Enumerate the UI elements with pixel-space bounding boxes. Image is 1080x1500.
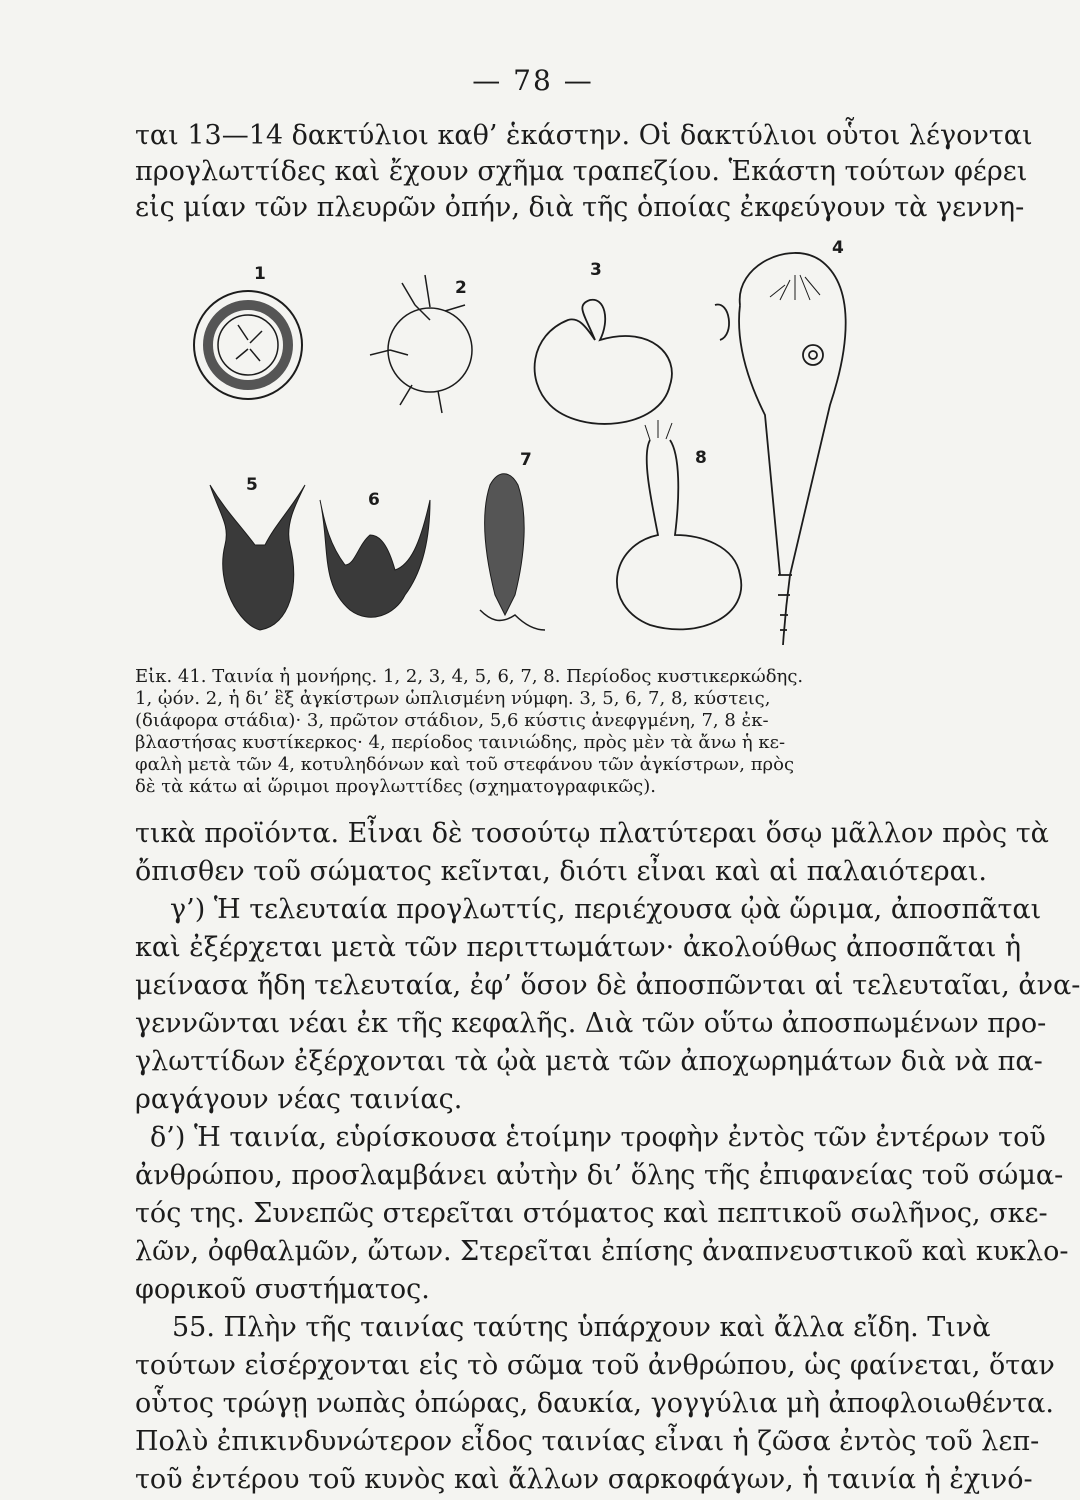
text-line: ἀνθρώπου, προσλαμβάνει αὐτὴν δι’ ὅλης τῆς ἐπιφανείας τοῦ σώμα- — [135, 1160, 1064, 1191]
figure-label-1: 1 — [254, 264, 266, 284]
text-line: τούτων εἰσέρχονται εἰς τὸ σῶμα τοῦ ἀνθρώπου, ὡς φαίνεται, ὅταν — [135, 1350, 1055, 1381]
figure-label-5: 5 — [246, 475, 258, 495]
text-line: ται 13—14 δακτύλιοι καθ’ ἑκάστην. Οἱ δακτύλιοι οὗτοι λέγονται — [135, 120, 1033, 151]
cysticercus-drawing — [480, 474, 545, 630]
text-line: τός της. Συνεπῶς στερεῖται στόματος καὶ πεπτικοῦ σωλῆνος, σκε- — [135, 1198, 1048, 1229]
text-line: φορικοῦ συστήματος. — [135, 1274, 430, 1305]
caption-line: 1, ᾠόν. 2, ἡ δι’ ἓξ ἀγκίστρων ὡπλισμένη νύμφη. 3, 5, 6, 7, 8, κύστεις, — [135, 688, 771, 709]
text-line: εἰς μίαν τῶν πλευρῶν ὀπήν, διὰ τῆς ὁποίας ἐκφεύγουν τὰ γεννη- — [135, 192, 1025, 223]
page-number: — 78 — — [472, 64, 594, 97]
text-line: 55. Πλὴν τῆς ταινίας ταύτης ὑπάρχουν καὶ ἄλλα εἴδη. Τινὰ — [172, 1312, 991, 1343]
text-line: μείνασα ἤδη τελευταία, ἐφ’ ὅσον δὲ ἀποσπῶνται αἱ τελευταῖαι, ἀνα- — [135, 970, 1080, 1001]
opened-cyst-drawing-5 — [210, 485, 305, 630]
cyst-stage-drawing — [535, 300, 672, 424]
figure-label-8: 8 — [695, 448, 707, 468]
bladder-cyst-drawing — [617, 420, 741, 629]
figure-label-6: 6 — [368, 490, 380, 510]
caption-line: (διάφορα στάδια)· 3, πρῶτον στάδιον, 5,6 κύστις ἀνεφγμένη, 7, 8 ἐκ- — [135, 710, 769, 731]
caption-line: Εἰκ. 41. Ταινία ἡ μονήρης. 1, 2, 3, 4, 5, 6, 7, 8. Περίοδος κυστικερκώδης. — [135, 666, 804, 687]
opened-cyst-drawing-6 — [320, 500, 430, 617]
text-line: τικὰ προϊόντα. Εἶναι δὲ τοσούτῳ πλατύτεραι ὅσῳ μᾶλλον πρὸς τὰ — [135, 818, 1049, 849]
text-line: προγλωττίδες καὶ ἔχουν σχῆμα τραπεζίου. Ἑκάστη τούτων φέρει — [135, 156, 1028, 187]
text-line: γλωττίδων ἐξέρχονται τὰ ᾠὰ μετὰ τῶν ἀποχωρημάτων διὰ νὰ πα- — [135, 1046, 1043, 1077]
caption-line: δὲ τὰ κάτω αἱ ὥριμοι προγλωττίδες (σχηματογραφικῶς). — [135, 776, 656, 797]
text-line: Πολὺ ἐπικινδυνώτερον εἶδος ταινίας εἶναι ἡ ζῶσα ἐντὸς τοῦ λεπ- — [135, 1426, 1040, 1457]
text-line: δ’) Ἡ ταινία, εὑρίσκουσα ἑτοίμην τροφὴν ἐντὸς τῶν ἐντέρων τοῦ — [150, 1122, 1046, 1153]
figure-label-3: 3 — [590, 260, 602, 280]
text-line: καὶ ἐξέρχεται μετὰ τῶν περιττωμάτων· ἀκολούθως ἀποσπᾶται ἡ — [135, 932, 1022, 963]
tapeworm-illustration — [180, 238, 900, 665]
text-line: τοῦ ἐντέρου τοῦ κυνὸς καὶ ἄλλων σαρκοφάγων, ἡ ταινία ἡ ἐχινό- — [135, 1464, 1033, 1495]
caption-line: βλαστήσας κυστίκερκος· 4, περίοδος ταινιώδης, πρὸς μὲν τὰ ἄνω ἡ κε- — [135, 732, 786, 753]
text-line: οὗτος τρώγῃ νωπὰς ὀπώρας, δαυκία, γογγύλια μὴ ἀποφλοιωθέντα. — [135, 1388, 1054, 1419]
figure-label-4: 4 — [832, 238, 844, 258]
adult-tapeworm-drawing — [715, 253, 846, 645]
text-line: ραγάγουν νέας ταινίας. — [135, 1084, 463, 1115]
text-line: λῶν, ὀφθαλμῶν, ὤτων. Στερεῖται ἐπίσης ἀναπνευστικοῦ καὶ κυκλο- — [135, 1236, 1069, 1267]
figure-label-2: 2 — [455, 278, 467, 298]
text-line: γεννῶνται νέαι ἐκ τῆς κεφαλῆς. Διὰ τῶν οὕτω ἀποσπωμένων προ- — [135, 1008, 1047, 1039]
caption-line: φαλὴ μετὰ τῶν 4, κοτυληδόνων καὶ τοῦ στεφάνου τῶν ἀγκίστρων, πρὸς — [135, 754, 795, 775]
text-line: ὄπισθεν τοῦ σώματος κεῖνται, διότι εἶναι καὶ αἱ παλαιότεραι. — [135, 856, 987, 887]
figure-label-7: 7 — [520, 450, 532, 470]
egg-drawing — [194, 291, 302, 399]
text-line: γ’) Ἡ τελευταία προγλωττίς, περιέχουσα ᾠὰ ὥριμα, ἀποσπᾶται — [170, 894, 1042, 925]
